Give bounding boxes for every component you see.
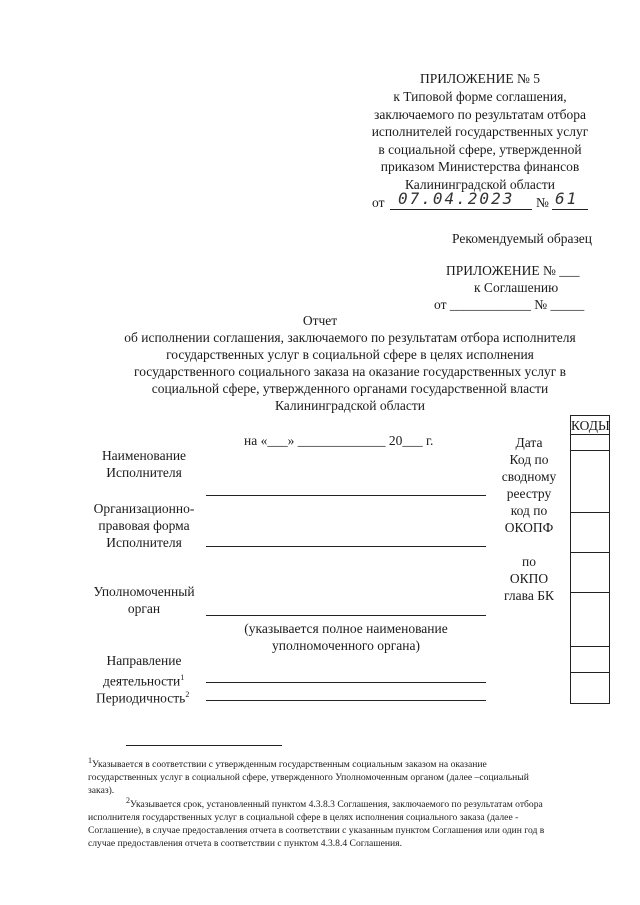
agreement-appendix-title: ПРИЛОЖЕНИЕ № ___ — [446, 263, 580, 278]
appendix-title: ПРИЛОЖЕНИЕ № 5 — [419, 71, 541, 86]
footnote-separator — [126, 745, 282, 746]
appendix-line: заключаемого по результатам отбора — [374, 107, 586, 122]
direction-label: Направление — [106, 653, 182, 668]
okpo-code-label: по — [522, 554, 536, 569]
direction-field[interactable] — [206, 682, 486, 683]
executor-name-label: Наименование — [101, 448, 187, 463]
codes-table — [570, 415, 610, 704]
legal-form-label: Исполнителя — [106, 535, 182, 550]
report-line: социальной сфере, утвержденного органами государственной власти — [151, 381, 549, 396]
footnote-1-line: $^1$Указывается в соответствии с утвержденным государственным социальным заказом на оказание — [88, 756, 487, 771]
footnote-2-line: Соглашение), в случае предоставления отчета в соответствии с указанным пунктом Соглашения или один год в — [88, 825, 545, 837]
report-line: государственного социального заказа на оказание государственных услуг в — [134, 364, 566, 379]
date-prefix: от — [372, 195, 385, 210]
report-line: Калининградской области — [274, 398, 426, 413]
appendix-line: в социальной сфере, утвержденной — [378, 142, 582, 157]
agreement-appendix-subtitle: к Соглашению — [474, 280, 559, 295]
authorized-body-label: орган — [127, 601, 161, 616]
registry-code-label: реестру — [506, 486, 552, 501]
code-cell-bk[interactable] — [571, 592, 609, 647]
legal-form-field[interactable] — [206, 546, 486, 547]
footnote-1-line: заказ). — [88, 785, 115, 797]
executor-name-field[interactable] — [206, 495, 486, 496]
code-cell-okpo[interactable] — [571, 552, 609, 593]
okopf-code-label: код по — [510, 503, 548, 518]
registry-code-label: сводному — [501, 469, 557, 484]
periodicity-field[interactable] — [206, 700, 486, 701]
footnote-2 — [88, 794, 604, 850]
code-cell-date[interactable] — [571, 434, 609, 451]
handwritten-date: 07.04.2023 — [398, 189, 515, 208]
footnote-1 — [88, 754, 604, 797]
agreement-date-line: от ____________ № _____ — [434, 297, 585, 312]
authorized-body-hint: уполномоченного органа) — [272, 638, 420, 653]
appendix-line: исполнителей государственных услуг — [371, 124, 589, 139]
footnote-1-line: государственных услуг в социальной сфере, утвержденного Уполномоченным органом (далее –социальный — [88, 772, 529, 784]
number-prefix: № — [536, 195, 549, 210]
footnote-2-line: исполнителя государственных услуг в социальной сфере в целях исполнения социального заказа (далее - — [88, 812, 519, 824]
okpo-code-label: ОКПО — [509, 571, 549, 586]
okopf-code-label: ОКОПФ — [504, 520, 554, 535]
handwritten-number: 61 — [555, 189, 579, 208]
footnote-2-line: $^2$Указывается срок, установленный пунктом 4.3.8.3 Соглашения, заключаемого по результатам отбора — [126, 796, 543, 811]
date-underline — [390, 209, 532, 210]
report-title: Отчет — [302, 313, 338, 328]
registry-code-label: Код по — [509, 452, 549, 467]
authorized-body-field[interactable] — [206, 615, 486, 616]
code-cell-empty[interactable] — [571, 672, 609, 705]
footnote-2-line: случае предоставления отчета в соответствии с пунктом 4.3.8.4 Соглашения. — [88, 838, 402, 850]
appendix-line: к Типовой форме соглашения, — [393, 89, 567, 104]
code-cell-okopf[interactable] — [571, 512, 609, 553]
report-line: государственных услуг в социальной сфере в целях исполнения — [166, 347, 534, 362]
periodicity-label: Периодичность$^2$ — [96, 690, 190, 706]
legal-form-label: Организационно- — [93, 501, 195, 516]
appendix-line: приказом Министерства финансов — [380, 159, 580, 174]
executor-name-label: Исполнителя — [106, 465, 182, 480]
codes-header: КОДЫ — [571, 418, 610, 433]
code-cell-registry[interactable] — [571, 450, 609, 513]
direction-label: деятельности$^1$ — [103, 673, 185, 689]
code-cell-empty[interactable] — [571, 646, 609, 673]
authorized-body-hint: (указывается полное наименование — [244, 621, 448, 636]
appendix-line: Калининградской области — [404, 177, 556, 192]
bk-code-label: глава БК — [504, 588, 554, 603]
date-code-label: Дата — [515, 435, 543, 450]
report-line: об исполнении соглашения, заключаемого по результатам отбора исполнителя — [124, 330, 576, 345]
report-date-line: на «___» _____________ 20___ г. — [244, 433, 434, 448]
authorized-body-label: Уполномоченный — [93, 584, 195, 599]
number-underline — [552, 209, 588, 210]
recommended-sample: Рекомендуемый образец — [452, 231, 593, 246]
legal-form-label: правовая форма — [98, 518, 190, 533]
